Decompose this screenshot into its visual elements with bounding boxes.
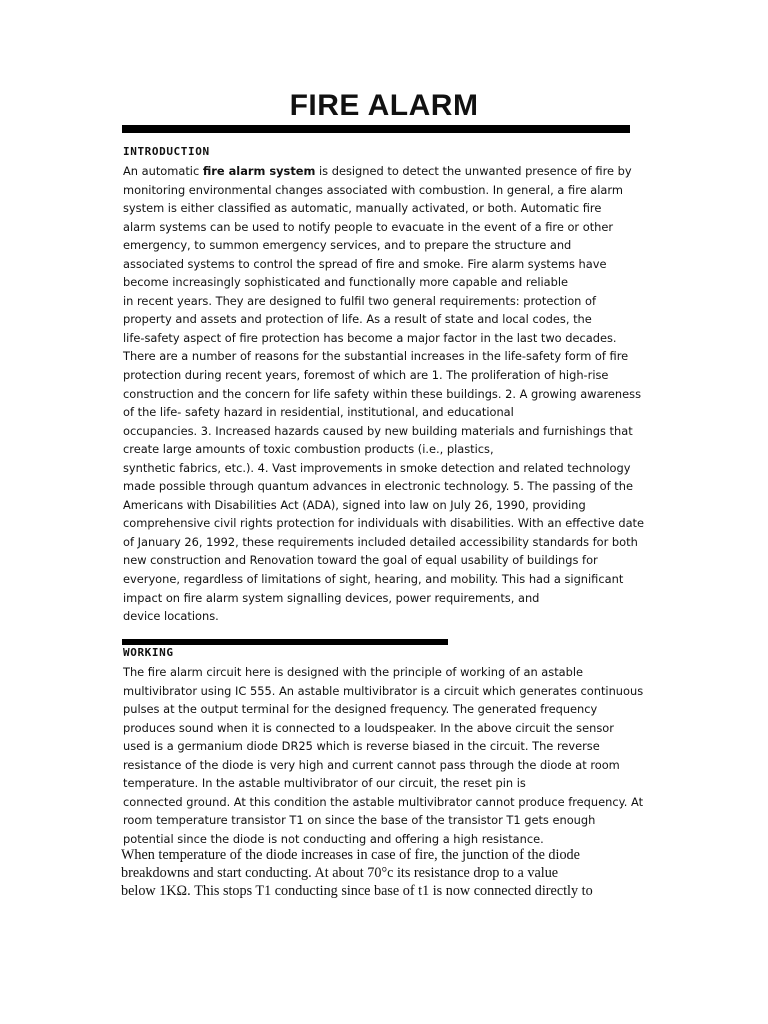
working-line: resistance of the diode is very high and current cannot pass through the diode at room xyxy=(123,757,620,772)
introduction-line: Americans with Disabilities Act (ADA), signed into law on July 26, 1990, providing xyxy=(123,497,586,512)
working-line: room temperature transistor T1 on since the base of the transistor T1 gets enough xyxy=(123,813,596,828)
introduction-line: made possible through quantum advances in electronic technology. 5. The passing of the xyxy=(123,479,633,494)
working-serif-body xyxy=(121,846,641,900)
working-serif-line: When temperature of the diode increases in case of fire, the junction of the diode xyxy=(121,847,580,863)
intro-suffix-text: is designed to detect the unwanted presence of fire by xyxy=(315,164,632,178)
introduction-heading: INTRODUCTION xyxy=(123,145,210,158)
introduction-line: impact on fire alarm system signalling devices, power requirements, and xyxy=(123,590,540,605)
introduction-line: of January 26, 1992, these requirements included detailed accessibility standards for both xyxy=(123,534,638,549)
introduction-body xyxy=(123,162,653,626)
title-underline-rule xyxy=(122,125,630,133)
introduction-line: synthetic fabrics, etc.). 4. Vast improvements in smoke detection and related technology xyxy=(123,460,631,475)
introduction-line: There are a number of reasons for the substantial increases in the life-safety form of fire xyxy=(123,349,629,364)
working-line: used is a germanium diode DR25 which is reverse biased in the circuit. The reverse xyxy=(123,739,600,754)
introduction-line: life-safety aspect of fire protection has become a major factor in the last two decades. xyxy=(123,330,617,345)
introduction-line: of the life- safety hazard in residential, institutional, and educational xyxy=(123,405,514,420)
working-line: connected ground. At this condition the astable multivibrator cannot produce frequency. At xyxy=(123,794,644,809)
introduction-line: protection during recent years, foremost of which are 1. The proliferation of high-rise xyxy=(123,368,609,383)
working-serif-line: breakdowns and start conducting. At about 70°c its resistance drop to a value xyxy=(121,865,559,881)
introduction-line: new construction and Renovation toward the goal of equal usability of buildings for xyxy=(123,553,598,568)
introduction-line: comprehensive civil rights protection for individuals with disabilities. With an effective date xyxy=(123,516,645,531)
introduction-line: everyone, regardless of limitations of sight, hearing, and mobility. This had a significant xyxy=(123,572,624,587)
working-line: The fire alarm circuit here is designed with the principle of working of an astable xyxy=(123,665,584,679)
introduction-line: property and assets and protection of life. As a result of state and local codes, the xyxy=(123,312,592,327)
fire-alarm-system-bold-term: fire alarm system xyxy=(202,164,316,178)
introduction-line: construction and the concern for life safety within these buildings. 2. A growing awareness xyxy=(123,386,642,401)
introduction-line xyxy=(123,162,653,181)
working-line: produces sound when it is connected to a loudspeaker. In the above circuit the sensor xyxy=(123,720,614,735)
intro-prefix-text: An automatic xyxy=(123,164,203,178)
working-serif-line: below 1KΩ. This stops T1 conducting since base of t1 is now connected directly to xyxy=(121,883,593,899)
working-line: potential since the diode is not conducting and offering a high resistance. xyxy=(123,831,544,846)
section-divider-rule xyxy=(122,639,448,645)
document-title: FIRE ALARM xyxy=(289,89,479,122)
introduction-line: system is either classified as automatic, manually activated, or both. Automatic fire xyxy=(123,201,602,216)
introduction-line: create large amounts of toxic combustion products (i.e., plastics, xyxy=(123,442,494,457)
introduction-line: in recent years. They are designed to fulfil two general requirements: protection of xyxy=(123,293,597,308)
introduction-line: occupancies. 3. Increased hazards caused by new building materials and furnishings that xyxy=(123,423,633,438)
working-body xyxy=(123,663,653,848)
introduction-line: emergency, to summon emergency services, and to prepare the structure and xyxy=(123,238,572,253)
introduction-line: associated systems to control the spread of fire and smoke. Fire alarm systems have xyxy=(123,256,607,271)
introduction-line: monitoring environmental changes associated with combustion. In general, a fire alarm xyxy=(123,182,623,197)
working-line: multivibrator using IC 555. An astable multivibrator is a circuit which generates continuous xyxy=(123,683,644,698)
introduction-line: alarm systems can be used to notify people to evacuate in the event of a fire or other xyxy=(123,219,614,234)
working-line: pulses at the output terminal for the designed frequency. The generated frequency xyxy=(123,702,598,717)
working-heading: WORKING xyxy=(123,646,174,659)
introduction-line: become increasingly sophisticated and functionally more capable and reliable xyxy=(123,275,569,290)
introduction-line: device locations. xyxy=(123,609,219,624)
working-line: temperature. In the astable multivibrator of our circuit, the reset pin is xyxy=(123,776,526,791)
